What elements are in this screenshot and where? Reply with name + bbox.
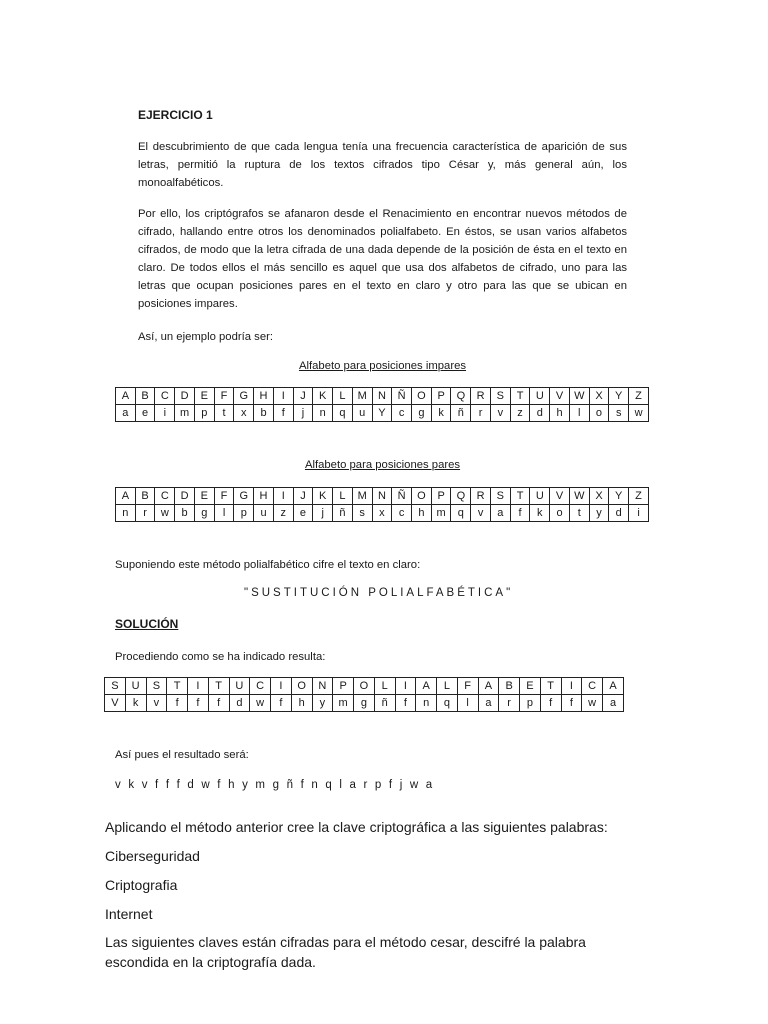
table-cell: y xyxy=(312,695,333,712)
table-cell: o xyxy=(589,405,609,422)
word-1: Ciberseguridad xyxy=(105,848,200,864)
table-cell: I xyxy=(271,678,292,695)
table-cell: n xyxy=(416,695,437,712)
table-cell: o xyxy=(550,505,570,522)
table-cell: s xyxy=(352,505,372,522)
table-cell: U xyxy=(125,678,146,695)
table-cell: b xyxy=(254,405,274,422)
table-cell: m xyxy=(333,695,354,712)
table-cell: a xyxy=(603,695,624,712)
table-cell: x xyxy=(234,405,254,422)
table-cell: b xyxy=(175,505,195,522)
table-cell: E xyxy=(194,388,214,405)
table-cell: r xyxy=(499,695,520,712)
table-cell: I xyxy=(188,678,209,695)
table-cell: B xyxy=(135,388,155,405)
table-even-caption: Alfabeto para posiciones pares xyxy=(304,459,461,471)
table-cell: f xyxy=(208,695,229,712)
table-cell: t xyxy=(214,405,234,422)
table-cell: X xyxy=(589,488,609,505)
table-cell: f xyxy=(510,505,530,522)
table-cell: m xyxy=(431,505,451,522)
table-cell: j xyxy=(313,505,333,522)
table-cell: A xyxy=(116,488,136,505)
table-cell: a xyxy=(478,695,499,712)
table-cell: ñ xyxy=(333,505,353,522)
table-cell: H xyxy=(254,388,274,405)
table-row xyxy=(116,388,649,405)
table-cell: c xyxy=(392,405,412,422)
table-cell: L xyxy=(437,678,458,695)
table-cell: l xyxy=(569,405,589,422)
table-cell: Y xyxy=(372,405,392,422)
table-cell: W xyxy=(569,488,589,505)
table-cell: T xyxy=(208,678,229,695)
table-cell: O xyxy=(412,388,432,405)
table-cell: C xyxy=(155,488,175,505)
table-cell: q xyxy=(437,695,458,712)
table-cell: Y xyxy=(609,388,629,405)
table-cell: F xyxy=(214,388,234,405)
table-cell: a xyxy=(490,505,510,522)
table-cell: w xyxy=(155,505,175,522)
table-cell: E xyxy=(520,678,541,695)
table-cell: E xyxy=(194,488,214,505)
table-cell: r xyxy=(135,505,155,522)
table-cell: O xyxy=(412,488,432,505)
table-cell: m xyxy=(175,405,195,422)
word-2: Criptografia xyxy=(105,877,178,893)
table-cell: S xyxy=(490,388,510,405)
table-cell: N xyxy=(372,488,392,505)
table-cell: f xyxy=(188,695,209,712)
table-cell: I xyxy=(395,678,416,695)
table-cell: B xyxy=(499,678,520,695)
table-odd-caption: Alfabeto para posiciones impares xyxy=(298,360,467,372)
table-cell: l xyxy=(214,505,234,522)
final-text: Las siguientes claves están cifradas para el método cesar, descifré la palabra escondida en la criptografía dada. xyxy=(105,934,586,970)
table-cell: e xyxy=(293,505,313,522)
paragraph-2: Por ello, los criptógrafos se afanaron desde el Renacimiento en encontrar nuevos métodos de cifrado, hallando entre otros los denominados polialfabeto. En éstos, se usan varios alfabetos cifrados, de modo que la letra cifrada de una dada depende de la posición de ésta en el texto en claro. De todos ellos el más sencillo es aquel que usa dos alfabetos de cifrado, uno para las letras que ocupan posiciones pares en el texto en claro y otro para las que se ubican en posiciones impares. xyxy=(138,208,627,310)
table-cell: t xyxy=(569,505,589,522)
table-cell: T xyxy=(167,678,188,695)
table-cell: n xyxy=(116,505,136,522)
table-cell: k xyxy=(125,695,146,712)
table-cell: Q xyxy=(451,488,471,505)
table-cell: x xyxy=(372,505,392,522)
table-cell: s xyxy=(609,405,629,422)
table-cell: F xyxy=(457,678,478,695)
exercise-title: EJERCICIO 1 xyxy=(138,108,213,122)
table-cell: S xyxy=(146,678,167,695)
paragraph-3: Así, un ejemplo podría ser: xyxy=(138,331,274,343)
table-cell: H xyxy=(254,488,274,505)
table-cell: h xyxy=(550,405,570,422)
table-cell: J xyxy=(293,488,313,505)
table-cell: g xyxy=(354,695,375,712)
table-cell: Z xyxy=(629,388,649,405)
table-cell: h xyxy=(291,695,312,712)
table-cell: u xyxy=(352,405,372,422)
table-cell: y xyxy=(589,505,609,522)
table-cell: q xyxy=(451,505,471,522)
table-cell: p xyxy=(234,505,254,522)
table-cell: W xyxy=(569,388,589,405)
table-row xyxy=(116,505,649,522)
table-cell: a xyxy=(116,405,136,422)
table-cell: S xyxy=(490,488,510,505)
table-cell: P xyxy=(431,388,451,405)
table-cell: d xyxy=(229,695,250,712)
table-cell: L xyxy=(333,388,353,405)
table-cell: I xyxy=(273,488,293,505)
table-cell: v xyxy=(490,405,510,422)
table-cell: M xyxy=(352,388,372,405)
table-cell: A xyxy=(416,678,437,695)
table-row xyxy=(116,405,649,422)
table-cell: L xyxy=(374,678,395,695)
table-cell: N xyxy=(312,678,333,695)
word-3: Internet xyxy=(105,906,153,922)
table-cell: g xyxy=(194,505,214,522)
table-cell: Y xyxy=(609,488,629,505)
table-cell: f xyxy=(395,695,416,712)
table-cell: w xyxy=(582,695,603,712)
table-cell: O xyxy=(354,678,375,695)
table-cell: X xyxy=(589,388,609,405)
table-cell: I xyxy=(561,678,582,695)
paragraph-5: Procediendo como se ha indicado resulta: xyxy=(115,651,326,663)
table-cell: q xyxy=(333,405,353,422)
table-cell: V xyxy=(550,488,570,505)
table-cell: z xyxy=(273,505,293,522)
table-cell: J xyxy=(293,388,313,405)
table-cell: l xyxy=(457,695,478,712)
table-cell: A xyxy=(116,388,136,405)
table-cell: M xyxy=(352,488,372,505)
table-even-alphabet xyxy=(115,487,649,522)
table-cell: L xyxy=(333,488,353,505)
table-cell: ñ xyxy=(451,405,471,422)
table-cell: F xyxy=(214,488,234,505)
table-cell: Q xyxy=(451,388,471,405)
table-cell: P xyxy=(333,678,354,695)
table-cell: S xyxy=(105,678,126,695)
table-odd-alphabet xyxy=(115,387,649,422)
table-cell: A xyxy=(603,678,624,695)
table-cell: T xyxy=(510,388,530,405)
table-cell: T xyxy=(540,678,561,695)
quote-text: "SUSTITUCIÓN POLIALFABÉTICA" xyxy=(244,587,514,599)
table-cell: c xyxy=(392,505,412,522)
table-cell: V xyxy=(105,695,126,712)
table-cell: i xyxy=(629,505,649,522)
table-cell: N xyxy=(372,388,392,405)
table-cell: v xyxy=(471,505,491,522)
paragraph-4: Suponiendo este método polialfabético cifre el texto en claro: xyxy=(115,559,421,571)
table-cell: K xyxy=(313,488,333,505)
table-cell: n xyxy=(313,405,333,422)
table-row xyxy=(116,488,649,505)
table-cell: f xyxy=(561,695,582,712)
table-cell: d xyxy=(530,405,550,422)
table-cell: v xyxy=(146,695,167,712)
table-cell: ñ xyxy=(374,695,395,712)
table-cell: G xyxy=(234,388,254,405)
table-cell: U xyxy=(229,678,250,695)
table-cell: f xyxy=(540,695,561,712)
table-cell: P xyxy=(431,488,451,505)
table-cell: R xyxy=(471,388,491,405)
table-cell: Ñ xyxy=(392,388,412,405)
result-text: v k v f f f d w f h y m g ñ f n q l a r p f j w a xyxy=(115,779,435,791)
paragraph-6: Así pues el resultado será: xyxy=(115,749,249,761)
table-cell: f xyxy=(273,405,293,422)
table-cell: K xyxy=(313,388,333,405)
table-cell: G xyxy=(234,488,254,505)
solution-title: SOLUCIÓN xyxy=(115,617,179,631)
table-cell: C xyxy=(250,678,271,695)
table-cell: V xyxy=(550,388,570,405)
table-cell: C xyxy=(155,388,175,405)
table-cell: k xyxy=(431,405,451,422)
table-cell: d xyxy=(609,505,629,522)
table-cell: g xyxy=(412,405,432,422)
table-cell: w xyxy=(629,405,649,422)
table-cell: k xyxy=(530,505,550,522)
table-cell: D xyxy=(175,388,195,405)
table-row xyxy=(105,678,624,695)
table-cell: r xyxy=(471,405,491,422)
table-cell: p xyxy=(194,405,214,422)
table-cell: f xyxy=(167,695,188,712)
paragraph-1: El descubrimiento de que cada lengua tenía una frecuencia característica de aparición de sus letras, permitió la ruptura de los textos cifrados tipo César y, más general aún, los monoalfabéticos. xyxy=(138,141,627,189)
table-row xyxy=(105,695,624,712)
table-cell: T xyxy=(510,488,530,505)
table-cell: O xyxy=(291,678,312,695)
table-cell: U xyxy=(530,388,550,405)
table-cell: h xyxy=(412,505,432,522)
table-cell: e xyxy=(135,405,155,422)
table-cell: I xyxy=(273,388,293,405)
table-solution xyxy=(104,677,624,712)
table-cell: p xyxy=(520,695,541,712)
task-intro: Aplicando el método anterior cree la clave criptográfica a las siguientes palabras: xyxy=(105,819,608,835)
table-cell: z xyxy=(510,405,530,422)
table-cell: Ñ xyxy=(392,488,412,505)
table-cell: f xyxy=(271,695,292,712)
table-cell: i xyxy=(155,405,175,422)
table-cell: U xyxy=(530,488,550,505)
table-cell: j xyxy=(293,405,313,422)
table-cell: R xyxy=(471,488,491,505)
table-cell: C xyxy=(582,678,603,695)
table-cell: D xyxy=(175,488,195,505)
table-cell: w xyxy=(250,695,271,712)
table-cell: u xyxy=(254,505,274,522)
table-cell: A xyxy=(478,678,499,695)
table-cell: Z xyxy=(629,488,649,505)
table-cell: B xyxy=(135,488,155,505)
